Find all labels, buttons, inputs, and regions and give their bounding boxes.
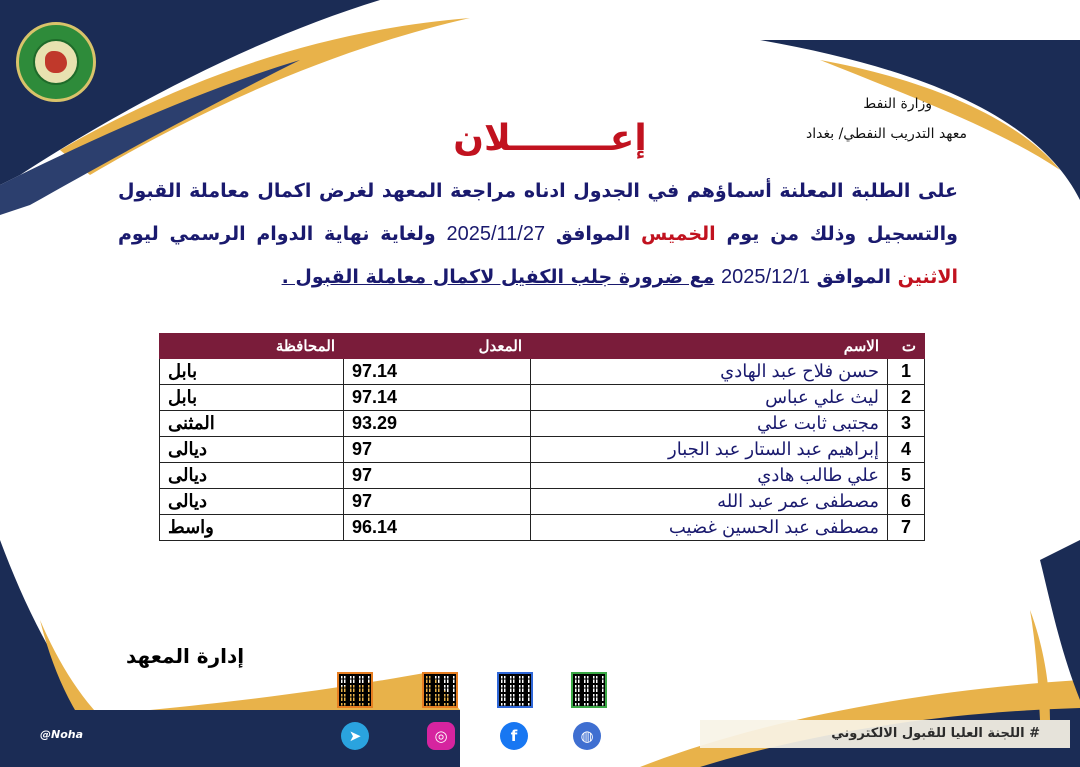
header-name: الاسم xyxy=(531,334,888,359)
header-no: ت xyxy=(888,334,925,359)
cell-name: ليث علي عباس xyxy=(531,385,888,411)
start-date: 2025/11/27 xyxy=(446,223,546,245)
header-governorate: المحافظة xyxy=(160,334,344,359)
cell-governorate: واسط xyxy=(160,515,344,541)
cell-name: حسن فلاح عبد الهادي xyxy=(531,359,888,385)
body-text-c: ولغاية نهاية الدوام الرسمي ليوم xyxy=(118,223,436,245)
body-text-b: الموافق xyxy=(555,223,631,245)
cell-no: 2 xyxy=(888,385,925,411)
cell-average: 96.14 xyxy=(344,515,531,541)
table-header-row xyxy=(160,334,925,359)
globe-icon[interactable]: ◍ xyxy=(573,722,601,750)
table-row xyxy=(160,385,925,411)
guarantor-note: مع ضرورة جلب الكفيل لاكمال معاملة القبول . xyxy=(281,266,715,288)
table-row xyxy=(160,489,925,515)
cell-governorate: ديالى xyxy=(160,489,344,515)
body-text-d: الموافق xyxy=(816,266,891,288)
ministry-name: وزارة النفط xyxy=(863,96,932,112)
end-day: الاثنين xyxy=(897,266,958,288)
author-handle: @Noha xyxy=(40,728,84,741)
table-row xyxy=(160,411,925,437)
end-date: 2025/12/1 xyxy=(720,266,810,288)
cell-governorate: بابل xyxy=(160,385,344,411)
cell-average: 97 xyxy=(344,437,531,463)
body-line-1: على الطلبة المعلنة أسماؤهم في الجدول ادناه مراجعة المعهد لغرض اكمال معاملة القبول والتسجيل xyxy=(118,180,958,245)
instagram-qr-code[interactable] xyxy=(422,672,458,708)
table-row xyxy=(160,359,925,385)
body-text-a: وذلك من يوم xyxy=(726,223,857,245)
cell-name: مصطفى عبد الحسين غضيب xyxy=(531,515,888,541)
cell-name: مصطفى عمر عبد الله xyxy=(531,489,888,515)
facebook-icon[interactable]: f xyxy=(500,722,528,750)
cell-governorate: بابل xyxy=(160,359,344,385)
announcement-body xyxy=(118,170,958,299)
cell-no: 7 xyxy=(888,515,925,541)
cell-average: 97.14 xyxy=(344,385,531,411)
telegram-qr-code[interactable] xyxy=(337,672,373,708)
cell-no: 3 xyxy=(888,411,925,437)
cell-average: 97 xyxy=(344,489,531,515)
announcement-title: إعــــــــلان xyxy=(453,118,647,159)
cell-no: 6 xyxy=(888,489,925,515)
cell-governorate: المثنى xyxy=(160,411,344,437)
institute-name: معهد التدريب النفطي/ بغداد xyxy=(806,126,967,142)
cell-no: 5 xyxy=(888,463,925,489)
cell-average: 97.14 xyxy=(344,359,531,385)
facebook-qr-code[interactable] xyxy=(497,672,533,708)
cell-no: 1 xyxy=(888,359,925,385)
table-row xyxy=(160,515,925,541)
telegram-icon[interactable]: ➤ xyxy=(341,722,369,750)
cell-governorate: ديالى xyxy=(160,463,344,489)
committee-footer: # اللجنة العليا للقبول الالكتروني xyxy=(831,726,1040,741)
cell-name: إبراهيم عبد الستار عبد الجبار xyxy=(531,437,888,463)
table-row xyxy=(160,437,925,463)
header-average: المعدل xyxy=(344,334,531,359)
cell-average: 97 xyxy=(344,463,531,489)
cell-governorate: ديالى xyxy=(160,437,344,463)
institute-logo xyxy=(16,22,96,102)
signature-institute-management: إدارة المعهد xyxy=(126,644,245,668)
instagram-icon[interactable]: ◎ xyxy=(427,722,455,750)
accepted-students-table xyxy=(159,333,925,541)
cell-name: مجتبى ثابت علي xyxy=(531,411,888,437)
start-day: الخميس xyxy=(641,223,716,245)
cell-average: 93.29 xyxy=(344,411,531,437)
cell-name: علي طالب هادي xyxy=(531,463,888,489)
website-qr-code[interactable] xyxy=(571,672,607,708)
cell-no: 4 xyxy=(888,437,925,463)
table-row xyxy=(160,463,925,489)
